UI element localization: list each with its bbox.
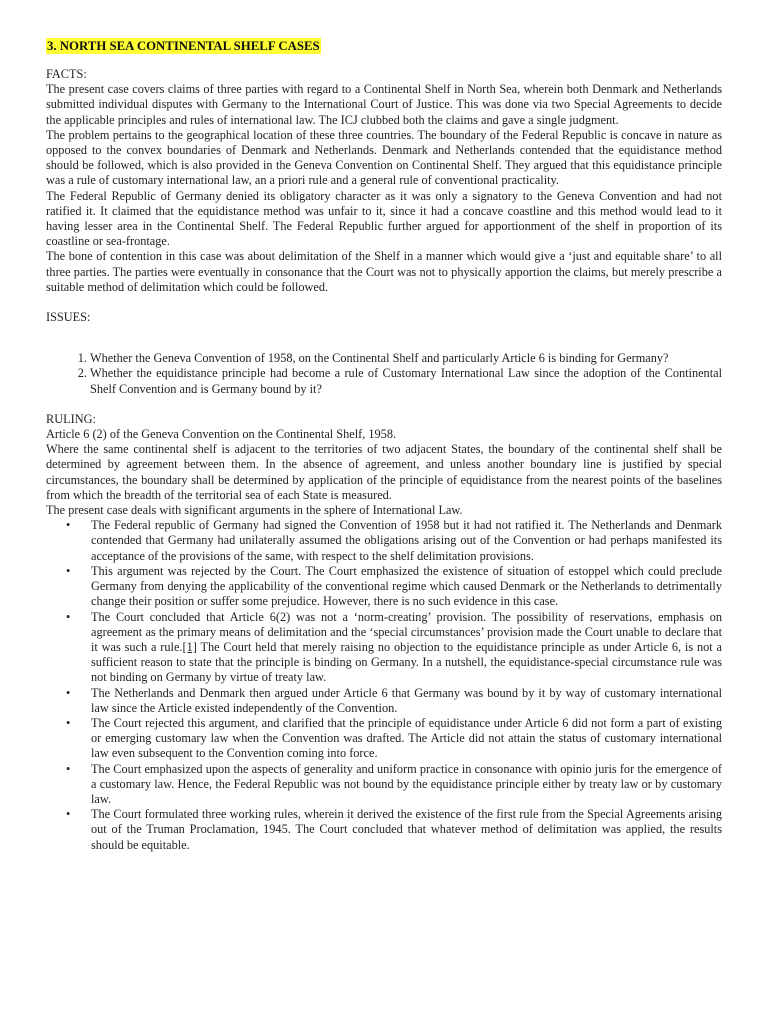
bullet-text: The Court formulated three working rules, wherein it derived the existence of the first rule from the Special Agreements arising out of the Truman Proclamation, 1945. The Court concluded that whatever method of delimitation was applied, the results should be equitable.: [91, 807, 722, 852]
ruling-section: [46, 412, 722, 853]
bullet-text-continued: The Court held that merely raising no objection to the equidistance principle as under Article 6, is not a sufficient reason to state that the principle is binding on Germany. In a nutshell, the equidistance-special circumstance rule was not binding on Germany by virtue of treaty law.: [91, 639, 722, 685]
issue-item-1: 1. Whether the Geneva Convention of 1958, on the Continental Shelf and particularly Article 6 is binding for Germany?: [90, 351, 722, 366]
ruling-label: RULING:: [46, 411, 96, 426]
footnote-link[interactable]: [1]: [182, 639, 197, 654]
ruling-bullet-6: [46, 762, 722, 808]
facts-paragraph-3: The Federal Republic of Germany denied its obligatory character as it was only a signatory to the Geneva Convention and had not ratified it. It claimed that the equidistance method was unfair to it, since it had a concave coastline and this method would lead to it having lesser area in the Continental Shelf. The Federal Republic further argued for apportionment of the shelf in proportion of its coastline or sea-frontage.: [46, 188, 722, 249]
issues-label: ISSUES:: [46, 310, 91, 325]
ruling-bullet-2: [46, 564, 722, 610]
ruling-bullet-3: [46, 610, 722, 686]
spacer: [46, 397, 722, 412]
case-title: 3. NORTH SEA CONTINENTAL SHELF CASES: [47, 39, 320, 53]
article-heading: Article 6 (2) of the Geneva Convention on the Continental Shelf, 1958.: [46, 427, 397, 442]
issues-list: [46, 351, 722, 397]
ruling-bullet-list: [46, 518, 722, 852]
issue-item-2: 2. Whether the equidistance principle had become a rule of Customary International Law since the adoption of the Continental Shelf Convention and is Germany bound by it?: [90, 366, 722, 396]
facts-paragraph-4: The bone of contention in this case was about delimitation of the Shelf in a manner which would give a ‘just and equitable share’ to all three parties. The parties were eventually in consonance that the Court was not to physically apportion the claims, but merely prescribe a suitable method of delimitation which could be followed.: [46, 249, 722, 294]
issues-section: [46, 310, 722, 397]
facts-label: FACTS:: [46, 67, 87, 81]
bullet-text: The Netherlands and Denmark then argued under Article 6 that Germany was bound by it by way of customary international law since the Article existed independently of the Convention.: [91, 685, 722, 715]
ruling-bullet-1: [46, 518, 722, 564]
bullet-icon: •: [66, 761, 71, 776]
bullet-text: The Court rejected this argument, and clarified that the principle of equidistance under Article 6 did not form a part of existing or emerging customary law when the Convention was drafted. The Article did not attain the status of customary international law even subsequent to the Convention coming into force.: [91, 715, 722, 761]
bullet-icon: •: [66, 563, 71, 578]
spacer: [46, 325, 722, 351]
bullet-icon: •: [66, 518, 71, 533]
bullet-text: The Federal republic of Germany had signed the Convention of 1958 but it had not ratified it. The Netherlands and Denmark contended that Germany had unilaterally assumed the obligations arising out of the Convention or had perhaps manifested its acceptance of the provisions of the same, with respect to the shelf delimitation provisions.: [91, 518, 722, 563]
spacer: [46, 295, 722, 310]
bullet-icon: •: [66, 685, 71, 700]
bullet-text: The Court concluded that Article 6(2) was not a ‘norm-creating’ provision. The possibility of reservations, emphasis on agreement as the primary means of delimitation and the ‘special circumstances’ provision made the Court unable to declare that it was such a rule.: [91, 609, 722, 654]
facts-paragraph-1: The present case covers claims of three parties with regard to a Continental Shelf in North Sea, wherein both Denmark and Netherlands submitted individual disputes with Germany to the International Court of Justice. This was done via two Special Agreements to decide the applicable principles and rules of international law. The ICJ clubbed both the claims and gave a single judgment.: [46, 82, 722, 127]
bullet-icon: •: [66, 715, 71, 730]
bullet-text: The Court emphasized upon the aspects of generality and uniform practice in consonance with opinio juris for the emergence of a customary law. Hence, the Federal Republic was not bound by the equidistance principle either by treaty law or by customary law.: [91, 761, 722, 806]
facts-paragraph-2: The problem pertains to the geographical location of these three countries. The boundary of the Federal Republic is concave in nature as opposed to the convex boundaries of Denmark and Netherlands. Denmark and Netherlands contended that the equidistance method should be followed, which is also provided in the Geneva Convention on Continental Shelf. They argued that this equidistance principle was a rule of customary international law, an a priori rule and a general rule of conventional practicality.: [46, 127, 722, 188]
bullet-text: This argument was rejected by the Court. The Court emphasized the existence of situation of estoppel which could preclude Germany from denying the applicability of the conventional regime which caused Denmark or the Netherlands to detrimentally change their position or suffer some prejudice. However, there is no such evidence in this case.: [91, 563, 722, 609]
bullet-icon: •: [66, 807, 71, 822]
article-text: Where the same continental shelf is adjacent to the territories of two adjacent States, the boundary of the continental shelf shall be determined by agreement between them. In the absence of agreement, and unless another boundary line is justified by special circumstances, the boundary shall be determined by application of the principle of equidistance from the nearest points of the baselines from which the breadth of the territorial sea of each State is measured.: [46, 442, 722, 502]
ruling-bullet-5: [46, 716, 722, 762]
ruling-intro: The present case deals with significant arguments in the sphere of International Law.: [46, 503, 463, 518]
facts-section: [46, 67, 722, 295]
bullet-icon: •: [66, 609, 71, 624]
ruling-bullet-7: [46, 807, 722, 853]
ruling-bullet-4: [46, 686, 722, 716]
